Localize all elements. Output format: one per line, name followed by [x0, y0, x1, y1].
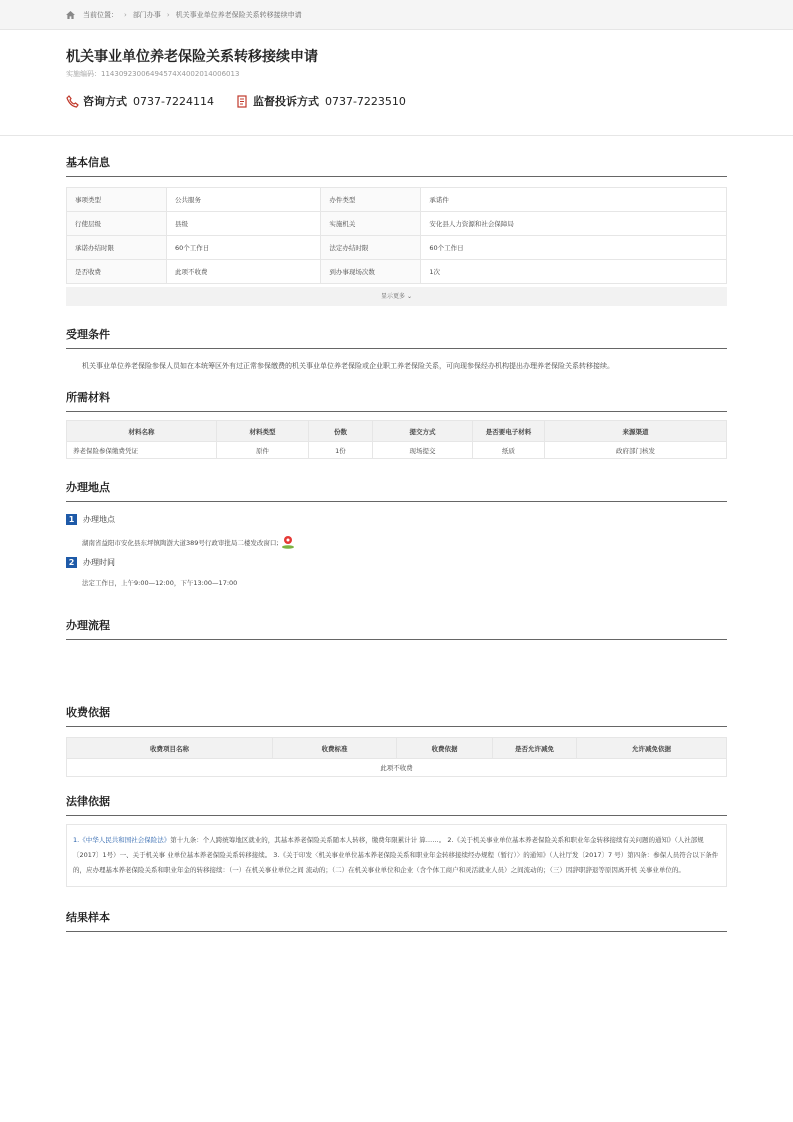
law-link[interactable]: 1.《中华人民共和国社会保险法》 — [73, 836, 171, 844]
column-header: 允许减免依据 — [577, 738, 727, 759]
basic-info-table — [66, 187, 727, 284]
materials-title: 所需材料 — [66, 389, 727, 412]
info-value: 公共服务 — [167, 188, 321, 212]
table-row — [67, 759, 727, 777]
info-key: 到办事现场次数 — [321, 260, 421, 284]
chevron-down-icon: ⌄ — [406, 293, 412, 300]
basic-info-title: 基本信息 — [66, 154, 727, 177]
info-value: 安化县人力资源和社会保障局 — [421, 212, 727, 236]
column-header: 份数 — [309, 421, 373, 442]
table-header-row — [67, 738, 727, 759]
location-title: 办理地点 — [66, 479, 727, 502]
result-title: 结果样本 — [66, 909, 727, 932]
complaint-contact — [236, 93, 406, 109]
info-value: 60个工作日 — [421, 236, 727, 260]
home-icon — [66, 11, 75, 19]
info-key: 办件类型 — [321, 188, 421, 212]
material-name: 养老保险参保缴费凭证 — [67, 442, 217, 459]
law-section — [66, 793, 727, 887]
law-title: 法律依据 — [66, 793, 727, 816]
column-header: 是否允许减免 — [493, 738, 577, 759]
process-section — [66, 617, 727, 640]
breadcrumb: 当前位置： › 部门办事 › 机关事业单位养老保险关系转移接续申请 — [0, 0, 793, 30]
document-icon — [236, 95, 249, 108]
fees-title: 收费依据 — [66, 704, 727, 727]
law-body: 第十九条：个人跨统筹地区就业的，其基本养老保险关系随本人转移，缴费年限累计计 算……。 2.《关于机关事业单位基本养老保险关系和职业年金转移接续有关问题的通知》（人社部规〔2017〕1号）一、关于机关事 业单位基本养老保险关系转移接续。 3.《关于印发〈机关事业单位基本养老保险关系和职业年金转移接续经办规程（暂行）〉的通知》（人社厅发〔2017〕7 号）第四条：参保人员符合以下条件的，应办理基本养老保险关系和职业年金的转移接续：（一）在机关事业单位之间 流动的；（二）在机关事业单位和企业（含个体工商户和灵活就业人员）之间流动的；（三）因辞职辞退等原因离开机 关事业单位的。 — [73, 836, 719, 874]
breadcrumb-label: 当前位置： — [83, 10, 118, 19]
complaint-phone: 0737-7223510 — [324, 94, 406, 108]
basic-info-section — [66, 154, 727, 306]
info-key: 是否收费 — [67, 260, 167, 284]
page-header — [0, 30, 793, 136]
material-cell: 1份 — [309, 442, 373, 459]
consult-label: 咨询方式 — [83, 95, 127, 108]
materials-section — [66, 389, 727, 459]
show-more-label: 显示更多 — [381, 293, 406, 300]
table-header-row — [67, 421, 727, 442]
material-cell: 政府部门核发 — [545, 442, 727, 459]
result-section — [66, 909, 727, 932]
materials-table — [66, 420, 727, 459]
fees-section — [66, 704, 727, 777]
page-title: 机关事业单位养老保险关系转移接续申请 — [66, 49, 318, 65]
location-label: 办理地点 — [83, 515, 115, 524]
location-address: 湖南省益阳市安化县东坪镇陶澍大道389号行政审批局二楼发改窗口; — [82, 538, 279, 547]
show-more-button[interactable] — [66, 287, 727, 306]
material-cell: 现场提交 — [373, 442, 473, 459]
conditions-section — [66, 326, 727, 383]
implementation-code: 实施编码：11430923006494574X4002014006013 — [66, 70, 240, 78]
table-row — [67, 442, 727, 459]
office-hours: 法定工作日，上午9:00—12:00，下午13:00—17:00 — [82, 579, 238, 587]
info-value: 承诺件 — [421, 188, 727, 212]
info-key: 行使层级 — [67, 212, 167, 236]
breadcrumb-link[interactable]: 部门办事 — [132, 10, 161, 19]
column-header: 是否要电子材料 — [473, 421, 545, 442]
conditions-text: 机关事业单位养老保险参保人员如在本统筹区外有过正常参保缴费的机关事业单位养老保险或企业职工养老保险关系，可向现参保经办机构提出办理养老保险关系转移接续。 — [82, 362, 614, 370]
number-badge: 2 — [66, 557, 77, 568]
info-value: 此项不收费 — [167, 260, 321, 284]
column-header: 收费项目名称 — [67, 738, 273, 759]
table-row — [67, 212, 727, 236]
table-row — [67, 260, 727, 284]
info-key: 法定办结时限 — [321, 236, 421, 260]
column-header: 来源渠道 — [545, 421, 727, 442]
fees-table — [66, 737, 727, 777]
column-header: 提交方式 — [373, 421, 473, 442]
complaint-label: 监督投诉方式 — [252, 95, 319, 108]
law-text — [66, 824, 727, 887]
time-label: 办理时间 — [83, 558, 115, 567]
fees-empty: 此项不收费 — [67, 759, 727, 777]
breadcrumb-current: 机关事业单位养老保险关系转移接续申请 — [175, 10, 302, 19]
table-row — [67, 236, 727, 260]
info-key: 实施机关 — [321, 212, 421, 236]
info-key: 事项类型 — [67, 188, 167, 212]
consult-phone: 0737-7224114 — [133, 94, 214, 108]
table-row — [67, 188, 727, 212]
column-header: 收费依据 — [397, 738, 493, 759]
column-header: 材料名称 — [67, 421, 217, 442]
map-pin-icon[interactable] — [281, 535, 295, 549]
number-badge: 1 — [66, 514, 77, 525]
column-header: 材料类型 — [217, 421, 309, 442]
location-section — [66, 479, 727, 587]
material-cell: 原件 — [217, 442, 309, 459]
material-cell: 纸质 — [473, 442, 545, 459]
info-value: 1次 — [421, 260, 727, 284]
consult-contact — [66, 93, 214, 109]
info-value: 60个工作日 — [167, 236, 321, 260]
phone-icon — [66, 95, 79, 108]
info-key: 承诺办结时限 — [67, 236, 167, 260]
info-value: 县级 — [167, 212, 321, 236]
conditions-title: 受理条件 — [66, 326, 727, 349]
column-header: 收费标准 — [273, 738, 397, 759]
process-title: 办理流程 — [66, 617, 727, 640]
